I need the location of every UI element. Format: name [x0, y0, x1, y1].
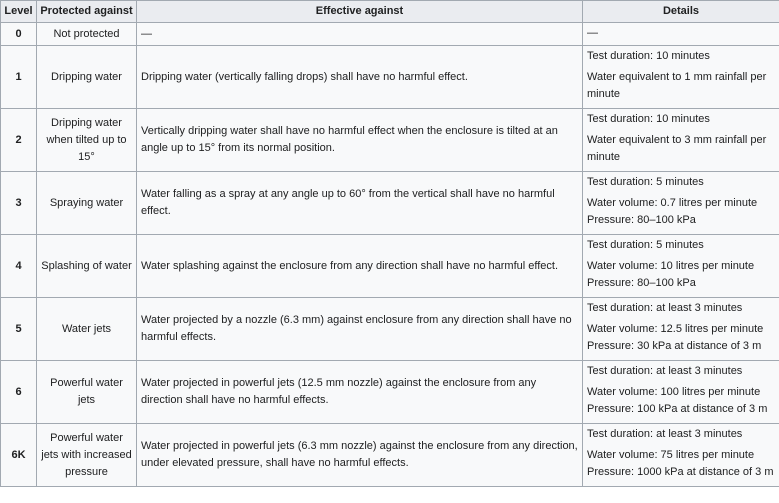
- header-details[interactable]: Details: [583, 1, 779, 23]
- table-row: [1, 361, 779, 424]
- details-line: Water volume: 0.7 litres per minute: [587, 197, 758, 209]
- details-line: Pressure: 100 kPa at distance of 3 m: [587, 403, 768, 415]
- table-row: [1, 235, 779, 298]
- effective-against-cell: Dripping water (vertically falling drops) shall have no harmful effect.: [137, 46, 583, 109]
- details-line: —: [587, 27, 598, 39]
- protected-against-cell: Water jets: [37, 298, 137, 361]
- level-cell: 6: [1, 361, 37, 424]
- level-cell: 4: [1, 235, 37, 298]
- details-cell: [583, 298, 779, 361]
- effective-against-cell: Water projected in powerful jets (12.5 mm nozzle) against the enclosure from any direction shall have no harmful effects.: [137, 361, 583, 424]
- details-line: Pressure: 1000 kPa at distance of 3 m: [587, 466, 774, 478]
- table-header-row: [1, 1, 779, 23]
- effective-against-cell: Water falling as a spray at any angle up to 60° from the vertical shall have no harmful effect.: [137, 172, 583, 235]
- details-line: Test duration: 10 minutes: [587, 50, 710, 62]
- details-cell: [583, 172, 779, 235]
- details-line: Test duration: 10 minutes: [587, 113, 710, 125]
- details-cell: [583, 23, 779, 46]
- header-level[interactable]: Level: [1, 1, 37, 23]
- level-cell: 5: [1, 298, 37, 361]
- details-line: Pressure: 80–100 kPa: [587, 277, 696, 289]
- details-line: Pressure: 80–100 kPa: [587, 214, 696, 226]
- details-line: Test duration: at least 3 minutes: [587, 428, 743, 440]
- table-row: [1, 23, 779, 46]
- details-line: Test duration: at least 3 minutes: [587, 302, 743, 314]
- details-line: Test duration: 5 minutes: [587, 239, 704, 251]
- details-line: Water equivalent to 1 mm rainfall per minute: [587, 71, 767, 100]
- level-cell: 3: [1, 172, 37, 235]
- table-row: [1, 109, 779, 172]
- protected-against-cell: Spraying water: [37, 172, 137, 235]
- details-cell: [583, 424, 779, 487]
- table-row: [1, 172, 779, 235]
- details-line: Water equivalent to 3 mm rainfall per minute: [587, 134, 767, 163]
- header-protected-against[interactable]: Protected against: [37, 1, 137, 23]
- protected-against-cell: Not protected: [37, 23, 137, 46]
- effective-against-cell: Water projected in powerful jets (6.3 mm nozzle) against the enclosure from any direction, under elevated pressure, shall have no harmful effects.: [137, 424, 583, 487]
- details-line: Pressure: 30 kPa at distance of 3 m: [587, 340, 762, 352]
- level-cell: 6K: [1, 424, 37, 487]
- effective-against-cell: Water projected by a nozzle (6.3 mm) against enclosure from any direction shall have no harmful effects.: [137, 298, 583, 361]
- details-cell: [583, 46, 779, 109]
- table-body: [1, 23, 779, 487]
- table-row: [1, 46, 779, 109]
- effective-against-cell: Vertically dripping water shall have no harmful effect when the enclosure is tilted at an angle up to 15° from its normal position.: [137, 109, 583, 172]
- level-cell: 1: [1, 46, 37, 109]
- protected-against-cell: Splashing of water: [37, 235, 137, 298]
- protected-against-cell: Powerful water jets with increased pressure: [37, 424, 137, 487]
- table-row: [1, 424, 779, 487]
- details-line: Test duration: 5 minutes: [587, 176, 704, 188]
- details-line: Water volume: 12.5 litres per minute: [587, 323, 764, 335]
- protected-against-cell: Dripping water: [37, 46, 137, 109]
- protected-against-cell: Powerful water jets: [37, 361, 137, 424]
- effective-against-cell: Water splashing against the enclosure from any direction shall have no harmful effect.: [137, 235, 583, 298]
- details-line: Water volume: 100 litres per minute: [587, 386, 761, 398]
- details-cell: [583, 235, 779, 298]
- details-line: Water volume: 75 litres per minute: [587, 449, 755, 461]
- details-line: Water volume: 10 litres per minute: [587, 260, 755, 272]
- header-effective-against[interactable]: Effective against: [137, 1, 583, 23]
- details-cell: [583, 109, 779, 172]
- details-line: Test duration: at least 3 minutes: [587, 365, 743, 377]
- level-cell: 2: [1, 109, 37, 172]
- level-cell: 0: [1, 23, 37, 46]
- effective-against-cell: —: [137, 23, 583, 46]
- details-cell: [583, 361, 779, 424]
- table-row: [1, 298, 779, 361]
- protected-against-cell: Dripping water when tilted up to 15°: [37, 109, 137, 172]
